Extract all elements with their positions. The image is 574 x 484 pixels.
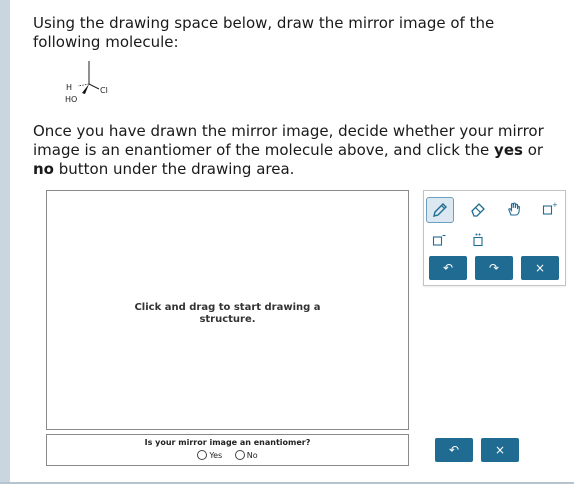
clear-button[interactable]: [521, 256, 559, 280]
svg-text:+: +: [552, 201, 558, 209]
question-intro: [33, 14, 553, 52]
instructions-part-2: or: [522, 141, 544, 159]
canvas-hint: [47, 302, 408, 326]
instructions-yes-word: yes: [494, 141, 523, 159]
hand-icon: [505, 200, 523, 218]
undo-icon: ↶: [448, 443, 460, 457]
close-icon: ×: [494, 443, 506, 457]
lone-pair-tool-button[interactable]: [465, 228, 491, 252]
drawing-canvas[interactable]: [46, 190, 409, 430]
answer-undo-button[interactable]: [435, 438, 473, 462]
instructions-part-3: button under the drawing area.: [53, 160, 295, 178]
lone-pair-icon: [469, 231, 487, 249]
atom-cl: Cl: [100, 86, 108, 95]
molecule-svg: [58, 58, 128, 108]
eraser-icon: [469, 200, 487, 218]
redo-button[interactable]: [475, 256, 513, 280]
radio-yes-label: Yes: [209, 450, 223, 460]
atom-ho: HO: [65, 95, 78, 104]
bond-cl: [89, 84, 99, 89]
charge-plus-tool-button[interactable]: [536, 197, 562, 221]
pencil-tool-button[interactable]: [426, 197, 454, 223]
answer-clear-button[interactable]: [481, 438, 519, 462]
undo-button[interactable]: [429, 256, 467, 280]
question-instructions: [33, 122, 561, 179]
instructions-part-1: Once you have drawn the mirror image, decide whether your mirror image is an enantiomer of the molecule above, and click the: [33, 122, 544, 159]
charge-plus-icon: [540, 200, 558, 218]
redo-icon: ↷: [488, 261, 500, 275]
left-accent-bar: [0, 0, 10, 484]
molecule-structure: [58, 58, 128, 108]
radio-no-label: No: [246, 450, 258, 460]
hand-tool-button[interactable]: [501, 197, 527, 221]
answer-options: [47, 450, 408, 462]
pencil-icon: [431, 201, 449, 219]
charge-minus-icon: [430, 231, 448, 249]
instructions-no-word: no: [33, 160, 54, 178]
question-intro-text: Using the drawing space below, draw the mirror image of the following molecule:: [33, 14, 495, 51]
wedge-bond-ho: [82, 84, 89, 94]
radio-no[interactable]: [235, 450, 258, 460]
radio-no-circle[interactable]: [235, 450, 245, 460]
hashed-bond-h: [78, 84, 89, 86]
close-icon: ×: [534, 261, 546, 275]
answer-box: [46, 434, 409, 466]
undo-icon: ↶: [442, 261, 454, 275]
radio-yes-circle[interactable]: [197, 450, 207, 460]
eraser-tool-button[interactable]: [465, 197, 491, 221]
drawing-toolbox: [423, 190, 566, 286]
atom-h: H: [66, 83, 73, 92]
canvas-hint-text: Click and drag to start drawing a structure.: [134, 302, 321, 325]
radio-yes[interactable]: [197, 450, 222, 460]
answer-prompt: Is your mirror image an enantiomer?: [144, 438, 311, 447]
charge-minus-tool-button[interactable]: [426, 228, 452, 252]
